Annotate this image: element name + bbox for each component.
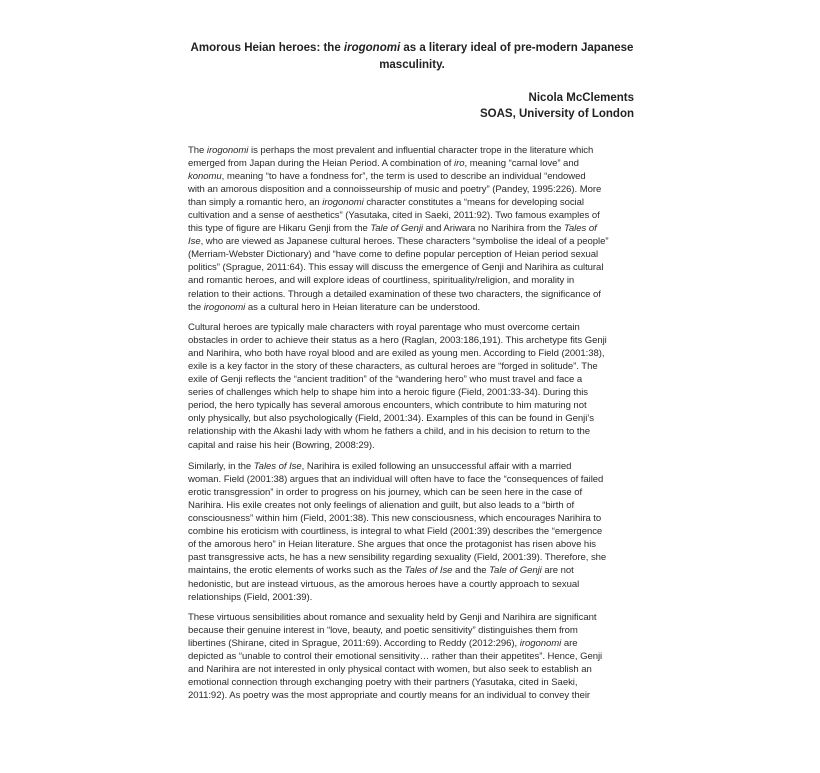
text-line xyxy=(183,650,635,663)
text-line xyxy=(183,611,635,624)
text-line xyxy=(183,144,635,157)
text-line xyxy=(183,591,635,604)
text-run: cultivation and a sense of aesthetics” (Yasutaka, cited in Saeki, 2011:92). Two famous examples of xyxy=(188,210,600,222)
text-line xyxy=(183,578,635,591)
italic-term: iro xyxy=(454,158,465,170)
text-line xyxy=(183,689,635,702)
text-run: with an amorous disposition and a connoisseurship of music and poetry” (Pandey, 1995:226). More xyxy=(188,184,602,196)
italic-term: Tale of Genji xyxy=(370,223,423,235)
text-line xyxy=(183,538,635,551)
text-line xyxy=(183,386,635,399)
text-run: libertines (Shirane, cited in Sprague, 2011:69). According to Reddy (2012:296), xyxy=(188,638,520,650)
author-affiliation: SOAS, University of London xyxy=(480,108,634,120)
italic-term: irogonomi xyxy=(322,197,364,209)
text-line xyxy=(183,486,635,499)
text-line xyxy=(183,347,635,360)
text-line xyxy=(183,624,635,637)
text-run: Similarly, in the xyxy=(188,461,254,473)
text-run: are xyxy=(561,638,578,650)
text-run: are not xyxy=(541,565,574,577)
text-run: relationship with the Akashi lady with whom he fathers a child, and in his decision to return to the xyxy=(188,426,591,438)
body-paragraph xyxy=(183,611,635,702)
text-run: emerged from Japan during the Heian Period. A combination of xyxy=(188,158,455,170)
text-line xyxy=(183,288,635,301)
text-run: depicted as “unable to control their emotional sensitivity… rather than their appetites”. Hence, Genji xyxy=(188,651,603,663)
text-run: These virtuous sensibilities about romance and sexuality held by Genji and Narihira are significant xyxy=(188,612,597,624)
italic-term: Tales of Ise xyxy=(404,565,453,577)
text-line xyxy=(183,360,635,373)
text-line xyxy=(183,525,635,538)
text-run: Narihira. His exile creates not only feelings of alienation and guilt, but also leads to a “birth of xyxy=(188,500,575,512)
text-run: exile is a key factor in the story of these characters, as cultural heroes are “forged in solitude”. The xyxy=(188,361,598,373)
text-line xyxy=(183,460,635,473)
title-text: Amorous Heian heroes: the xyxy=(190,42,344,54)
title-line-2: masculinity. xyxy=(379,59,445,71)
text-run: relation to their actions. Through a detailed examination of these two characters, the significance of xyxy=(188,288,601,300)
italic-term: konomu xyxy=(188,171,222,183)
text-line xyxy=(183,473,635,486)
text-run: and romantic heroes, and will explore ideas of courtliness, spirituality/religion, and morality in xyxy=(188,275,575,287)
author-name: Nicola McClements xyxy=(528,92,634,104)
text-run: than simply a romantic hero, an xyxy=(188,197,323,209)
text-run: and Narihira, who both have royal blood and are exiled as young men. According to Field (2001:38), xyxy=(188,348,605,360)
text-run: as a cultural hero in Heian literature can be understood. xyxy=(245,301,481,313)
text-run: the xyxy=(188,301,204,313)
italic-term: Tale of Genji xyxy=(489,565,542,577)
italic-term: irogonomi xyxy=(519,638,562,650)
text-line xyxy=(183,564,635,577)
text-run: politics” (Sprague, 2011:64). This essay will discuss the emergence of Genji and Narihira as cultural xyxy=(188,262,604,274)
text-line xyxy=(183,170,635,183)
text-run: woman. Field (2001:38) argues that an individual will often have to face the “consequences of failed xyxy=(188,474,604,486)
text-run: combine his eroticism with courtliness, is integral to what Field (2001:39) describes the “emergence xyxy=(188,526,603,538)
text-run: period, the hero typically has several amorous encounters, which contribute to him maturing not xyxy=(188,400,587,412)
italic-term: irogonomi xyxy=(203,301,246,313)
text-line xyxy=(183,183,635,196)
text-run: this type of figure are Hikaru Genji from the xyxy=(188,223,371,235)
text-run: series of challenges which help to shape him into a heroic figure (Field, 2001:33-34). During this xyxy=(188,387,589,399)
text-line xyxy=(183,499,635,512)
text-run: capital and raise his heir (Bowring, 2008:29). xyxy=(188,439,375,451)
text-line xyxy=(183,425,635,438)
text-line xyxy=(183,637,635,650)
text-run: consciousness” within him (Field, 2001:38). This new consciousness, which encourages Narihira to xyxy=(188,513,602,525)
text-line xyxy=(183,196,635,209)
text-line xyxy=(183,373,635,386)
body-paragraph xyxy=(183,460,635,604)
text-run: , who are viewed as Japanese cultural heroes. These characters “symbolise the ideal of a people” xyxy=(200,236,609,248)
text-run: 2011:92). As poetry was the most appropriate and courtly means for an individual to convey their xyxy=(188,690,591,702)
text-line xyxy=(183,274,635,287)
text-run: , Narihira is exiled following an unsuccessful affair with a married xyxy=(301,461,572,473)
text-line xyxy=(183,222,635,235)
text-line xyxy=(183,209,635,222)
text-line xyxy=(183,248,635,261)
text-run: of the amorous hero” in Heian literature. She argues that once the protagonist has risen above his xyxy=(188,539,596,551)
text-run: is perhaps the most prevalent and influential character trope in the literature which xyxy=(248,145,594,156)
text-run: , meaning “carnal love” and xyxy=(464,158,579,170)
text-run: The xyxy=(188,145,207,156)
document-title xyxy=(186,40,638,74)
text-run: maintains, the erotic elements of works such as the xyxy=(188,565,405,577)
text-run: and Ariwara no Narihira from the xyxy=(422,223,565,235)
body-paragraph xyxy=(183,321,635,451)
essay-body xyxy=(183,144,635,710)
text-line xyxy=(183,551,635,564)
text-line xyxy=(183,512,635,525)
text-run: only physically, but also psychologically (Field, 2001:34). Examples of this can be found in Genji’s xyxy=(188,413,594,425)
title-text-continued: as a literary ideal of pre-modern Japanese xyxy=(400,42,634,54)
text-line xyxy=(183,235,635,248)
italic-term: Tales of xyxy=(564,223,597,235)
text-run: and Narihira are not interested in only physical contact with women, but also seek to establish an xyxy=(188,664,592,676)
italic-term: Ise xyxy=(188,236,201,248)
text-line xyxy=(183,399,635,412)
text-line xyxy=(183,301,635,314)
text-line xyxy=(183,412,635,425)
italic-term: irogonomi xyxy=(206,145,249,156)
text-run: Cultural heroes are typically male characters with royal parentage who must overcome certain xyxy=(188,322,580,334)
text-run: and the xyxy=(452,565,490,577)
text-run: relationships (Field, 2001:39). xyxy=(188,591,313,603)
text-line xyxy=(183,663,635,676)
text-run: emotional connection through exchanging poetry with their partners (Yasutaka, cited in Saeki, xyxy=(188,677,578,689)
text-line xyxy=(183,334,635,347)
text-line xyxy=(183,157,635,170)
text-run: (Merriam-Webster Dictionary) and “have come to define popular perception of Heian period sexual xyxy=(188,249,599,261)
title-italic-term: irogonomi xyxy=(343,42,401,54)
text-run: because their genuine interest in “love, beauty, and poetic sensitivity” distinguishes them from xyxy=(188,625,578,637)
text-line xyxy=(183,321,635,334)
text-run: obstacles in order to achieve their status as a hero (Raglan, 2003:186,191). This archetype fits Genji xyxy=(188,335,607,347)
text-run: past transgressive acts, he has a new sensibility regarding sexuality (Field, 2001:39). Therefore, she xyxy=(188,552,607,564)
text-line xyxy=(183,439,635,452)
text-line xyxy=(183,261,635,274)
text-run: erotic transgression” in order to progress on his journey, which can be seen here in the case of xyxy=(188,487,583,499)
title-line-1 xyxy=(186,40,638,57)
body-paragraph xyxy=(183,144,635,314)
text-run: exile of Genji reflects the “ancient tradition” of the “wandering hero” who must travel and face a xyxy=(188,374,583,386)
text-run: , meaning “to have a fondness for”, the term is used to describe an individual “endowed xyxy=(221,171,586,183)
text-line xyxy=(183,676,635,689)
author-block xyxy=(480,90,634,122)
text-run: hedonistic, but are instead virtuous, as the amorous heroes have a courtly approach to sexual xyxy=(188,578,580,590)
text-run: character constitutes a “means for developing social xyxy=(363,197,584,209)
italic-term: Tales of Ise xyxy=(253,461,302,473)
